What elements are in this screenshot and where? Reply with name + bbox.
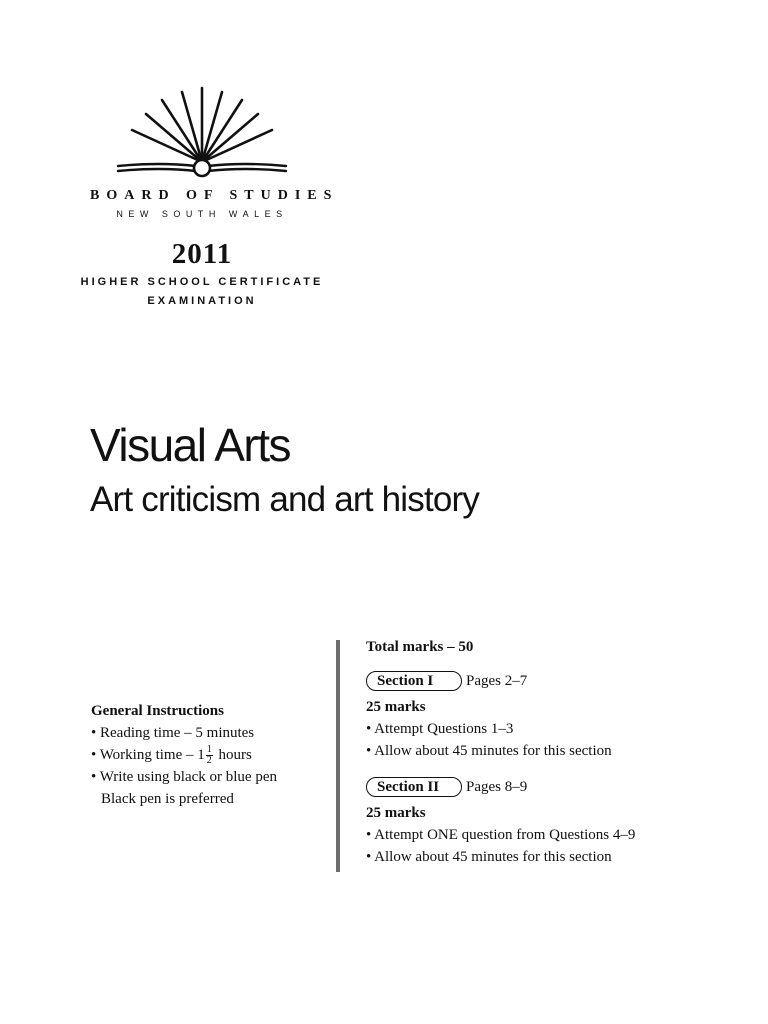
certificate-line-2: EXAMINATION <box>147 295 257 307</box>
sunburst-book-logo <box>114 86 290 178</box>
general-instructions-heading: General Instructions <box>91 703 224 719</box>
exam-year: 2011 <box>171 238 233 270</box>
section-2-header <box>366 776 746 798</box>
section-2-label: Section II <box>366 777 462 797</box>
working-time-prefix: • Working time – 1 <box>91 747 205 763</box>
section-2-pages: Pages 8–9 <box>466 779 528 795</box>
working-time <box>91 744 331 766</box>
subject-title: Visual Arts <box>90 419 290 471</box>
organization-subname: NEW SOUTH WALES <box>116 209 288 219</box>
fraction-denominator: 2 <box>206 755 212 767</box>
section-2-bullet-1: • Attempt ONE question from Questions 4–9 <box>366 827 636 843</box>
general-instructions <box>91 700 331 810</box>
subject-subtitle: Art criticism and art history <box>90 480 480 519</box>
total-marks: Total marks – 50 <box>366 639 474 655</box>
fraction-numerator: 1 <box>206 744 212 756</box>
write-instruction: • Write using black or blue pen <box>91 769 277 786</box>
paper-structure <box>366 636 746 868</box>
section-1-label: Section I <box>366 671 462 691</box>
half-fraction <box>206 745 213 766</box>
pen-preference: Black pen is preferred <box>101 791 234 808</box>
working-time-suffix: hours <box>218 747 252 763</box>
section-1-bullet-1: • Attempt Questions 1–3 <box>366 721 514 737</box>
section-1-marks: 25 marks <box>366 699 426 715</box>
section-2-marks: 25 marks <box>366 805 426 821</box>
section-1-bullet-2: • Allow about 45 minutes for this section <box>366 743 612 759</box>
column-divider <box>336 640 340 872</box>
section-2-bullet-2: • Allow about 45 minutes for this section <box>366 849 612 865</box>
section-1-pages: Pages 2–7 <box>466 673 528 689</box>
section-1-header <box>366 670 746 692</box>
reading-time: • Reading time – 5 minutes <box>91 725 255 741</box>
certificate-line-1: HIGHER SCHOOL CERTIFICATE <box>80 276 324 288</box>
organization-name: BOARD OF STUDIES <box>90 188 339 203</box>
